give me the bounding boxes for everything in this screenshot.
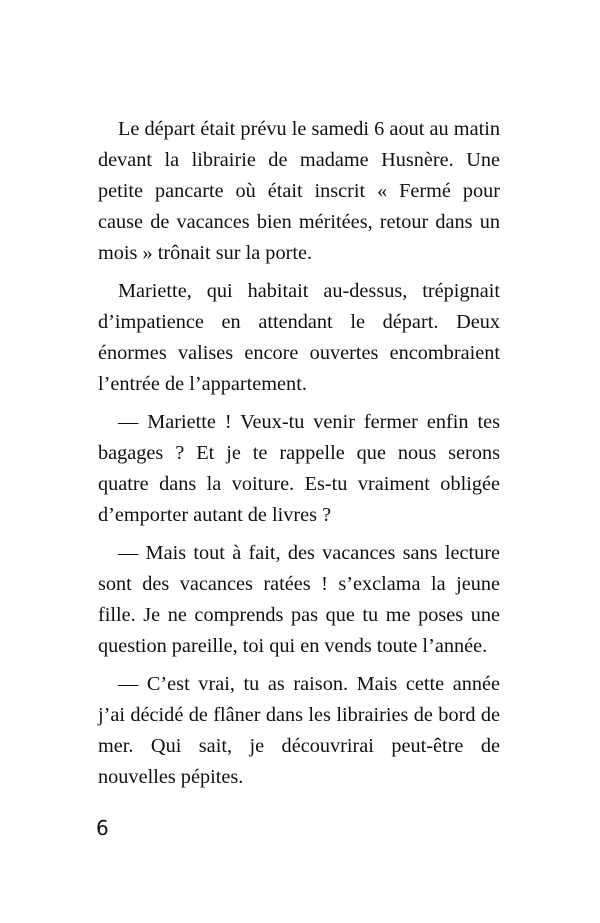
body-text <box>98 114 500 793</box>
paragraph: — Mais tout à fait, des vacances sans lecture sont des vacances ratées ! s’exclama la jeune fille. Je ne comprends pas que tu me poses une question pareille, toi qui en vends toute l’année. <box>98 542 500 657</box>
paragraph: — Mariette ! Veux-tu venir fermer enfin tes bagages ? Et je te rappelle que nous serons quatre dans la voiture. Es-tu vraiment obligée d’emporter autant de livres ? <box>98 411 500 526</box>
paragraph: Mariette, qui habitait au-dessus, trépignait d’impatience en attendant le départ. Deux énormes valises encore ouvertes encombraient l’entrée de l’appartement. <box>98 280 500 395</box>
paragraph: — C’est vrai, tu as raison. Mais cette année j’ai décidé de flâner dans les librairies de bord de mer. Qui sait, je découvrirai peut-être de nouvelles pépites. <box>98 673 500 788</box>
paragraph: Le départ était prévu le samedi 6 aout au matin devant la librairie de madame Husnère. Une petite pancarte où était inscrit « Fermé pour cause de vacances bien méritées, retour dans un mois » trônait sur la porte. <box>98 118 500 264</box>
page-number: 6 <box>96 816 109 840</box>
